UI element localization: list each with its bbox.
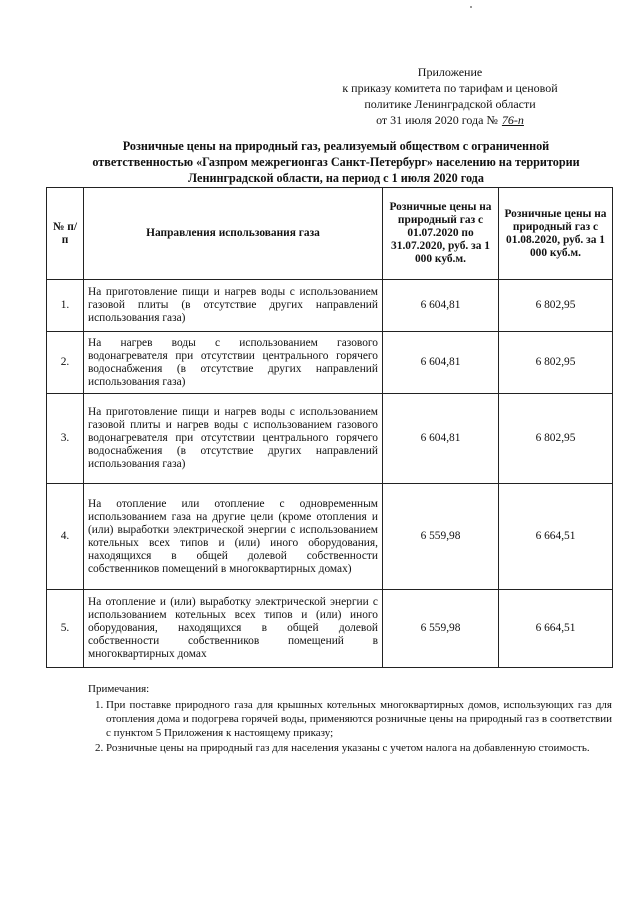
table-header-row [47, 188, 613, 280]
row-price-july: 6 604,81 [383, 332, 499, 394]
appendix-line: Приложение [417, 65, 483, 79]
row-price-july: 6 559,98 [383, 484, 499, 590]
notes-heading: Примечания: [88, 683, 150, 695]
appendix-date-line [300, 112, 600, 128]
table-row [47, 590, 613, 668]
row-price-august: 6 802,95 [499, 394, 613, 484]
row-direction: На приготовление пищи и нагрев воды с использованием газовой плиты и нагрев воды с использованием газового водонагревателя при отсутствии центрального горячего водоснабжения (в отсутствие других направлений использования газа) [84, 394, 383, 484]
table-row [47, 280, 613, 332]
row-direction: На отопление или отопление с одновременным использованием газа на другие цели (кроме отопления и (или) выработки электрической энергии с использованием котельных всех типов и (или) иного оборудования, находящихся в общей долевой собственности собственников помещений в многоквартирных домах) [84, 484, 383, 590]
row-price-july: 6 604,81 [383, 280, 499, 332]
row-direction: На приготовление пищи и нагрев воды с использованием газовой плиты (в отсутствие других направлений использования газа) [84, 280, 383, 332]
order-number: 76-п [501, 113, 524, 127]
appendix-line: к приказу комитета по тарифам и ценовой [342, 81, 558, 95]
row-num: 5. [47, 590, 84, 668]
row-price-august: 6 664,51 [499, 590, 613, 668]
notes-block [88, 682, 612, 756]
header-price-august: Розничные цены на природный газ с 01.08.2020, руб. за 1 000 куб.м. [499, 188, 613, 280]
title-line: Розничные цены на природный газ, реализуемый обществом с ограниченной [122, 139, 550, 153]
row-price-august: 6 802,95 [499, 332, 613, 394]
scan-speck [470, 6, 472, 8]
note-item: 1. При поставке природного газа для крышных котельных многоквартирных домов, использующих газ для отопления дома и подогрева горячей воды, применяются розничные цены на природный газ в соответствии с пунктом 5 Приложения к настоящему приказу; [106, 698, 612, 740]
document-title [60, 138, 612, 186]
notes-list [88, 698, 612, 755]
note-item: 2. Розничные цены на природный газ для населения указаны с учетом налога на добавленную стоимость. [106, 741, 612, 755]
row-num: 3. [47, 394, 84, 484]
table-row [47, 332, 613, 394]
row-price-august: 6 802,95 [499, 280, 613, 332]
row-direction: На нагрев воды с использованием газового водонагревателя при отсутствии центрального горячего водоснабжения (в отсутствие других направлений использования газа) [84, 332, 383, 394]
title-line: ответственностью «Газпром межрегионгаз Санкт-Петербург» населению на территории [92, 155, 580, 169]
table-row [47, 394, 613, 484]
row-num: 1. [47, 280, 84, 332]
appendix-line: политике Ленинградской области [364, 97, 536, 111]
appendix-date-text: от 31 июля 2020 года № [376, 113, 498, 127]
row-price-july: 6 559,98 [383, 590, 499, 668]
row-direction: На отопление и (или) выработку электрической энергии с использованием котельных всех типов и (или) иного оборудования, находящихся в общей долевой собственности собственников помещений в многоквартирных домах [84, 590, 383, 668]
table-row [47, 484, 613, 590]
row-num: 4. [47, 484, 84, 590]
title-line: Ленинградской области, на период с 1 июля 2020 года [188, 171, 484, 185]
header-direction: Направления использования газа [84, 188, 383, 280]
row-price-july: 6 604,81 [383, 394, 499, 484]
row-num: 2. [47, 332, 84, 394]
price-table [46, 187, 613, 668]
header-num: № п/п [47, 188, 84, 280]
appendix-block [300, 64, 600, 128]
header-price-july: Розничные цены на природный газ с 01.07.2020 по 31.07.2020, руб. за 1 000 куб.м. [383, 188, 499, 280]
row-price-august: 6 664,51 [499, 484, 613, 590]
